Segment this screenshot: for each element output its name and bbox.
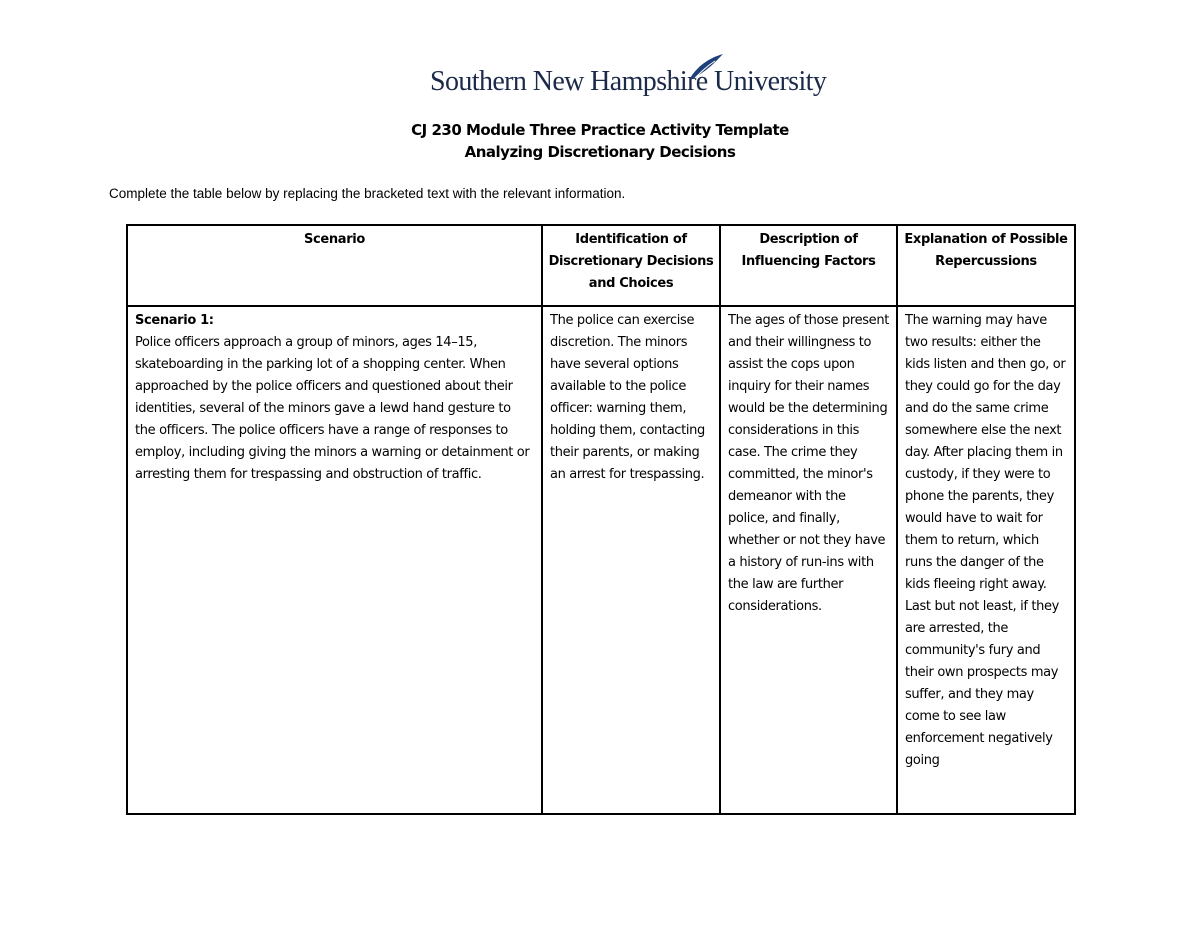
university-name: Southern New Hampshire University <box>430 66 827 97</box>
document-title: CJ 230 Module Three Practice Activity Template <box>411 121 789 139</box>
column-header-repercussions: Explanation of Possible Repercussions <box>897 225 1075 306</box>
scenario-heading: Scenario 1: <box>135 313 214 328</box>
scenario-cell <box>127 306 542 814</box>
table-header-row <box>127 225 1075 306</box>
column-header-factors: Description of Influencing Factors <box>720 225 897 306</box>
identification-cell: The police can exercise discretion. The minors have several options available to the police officer: warning them, holding them, contacting their parents, or making an arrest for trespassing. <box>542 306 720 814</box>
factors-cell: The ages of those present and their willingness to assist the cops upon inquiry for their names would be the determining considerations in this case. The crime they committed, the minor's demeanor with the police, and finally, whether or not they have a history of run-ins with the law are further considerations. <box>720 306 897 814</box>
column-header-identification: Identification of Discretionary Decisions and Choices <box>542 225 720 306</box>
leaf-icon <box>685 52 725 82</box>
scenario-text: Police officers approach a group of minors, ages 14–15, skateboarding in the parking lot of a shopping center. When approached by the police officers and questioned about their identities, several of the minors gave a lewd hand gesture to the officers. The police officers have a range of responses to employ, including giving the minors a warning or detainment or arresting them for trespassing and obstruction of traffic. <box>135 335 530 482</box>
university-logo <box>430 52 827 104</box>
document-title-block <box>0 119 1200 163</box>
table-row <box>127 306 1075 814</box>
column-header-scenario: Scenario <box>127 225 542 306</box>
repercussions-cell: The warning may have two results: either the kids listen and then go, or they could go for the day and do the same crime somewhere else the next day. After placing them in custody, if they were to phone the parents, they would have to wait for them to return, which runs the danger of the kids fleeing right away. Last but not least, if they are arrested, the community's fury and their own prospects may suffer, and they may come to see law enforcement negatively going <box>897 306 1075 814</box>
document-subtitle: Analyzing Discretionary Decisions <box>464 143 736 161</box>
instructions-text: Complete the table below by replacing the bracketed text with the relevant information. <box>109 186 626 201</box>
activity-table <box>126 224 1076 815</box>
